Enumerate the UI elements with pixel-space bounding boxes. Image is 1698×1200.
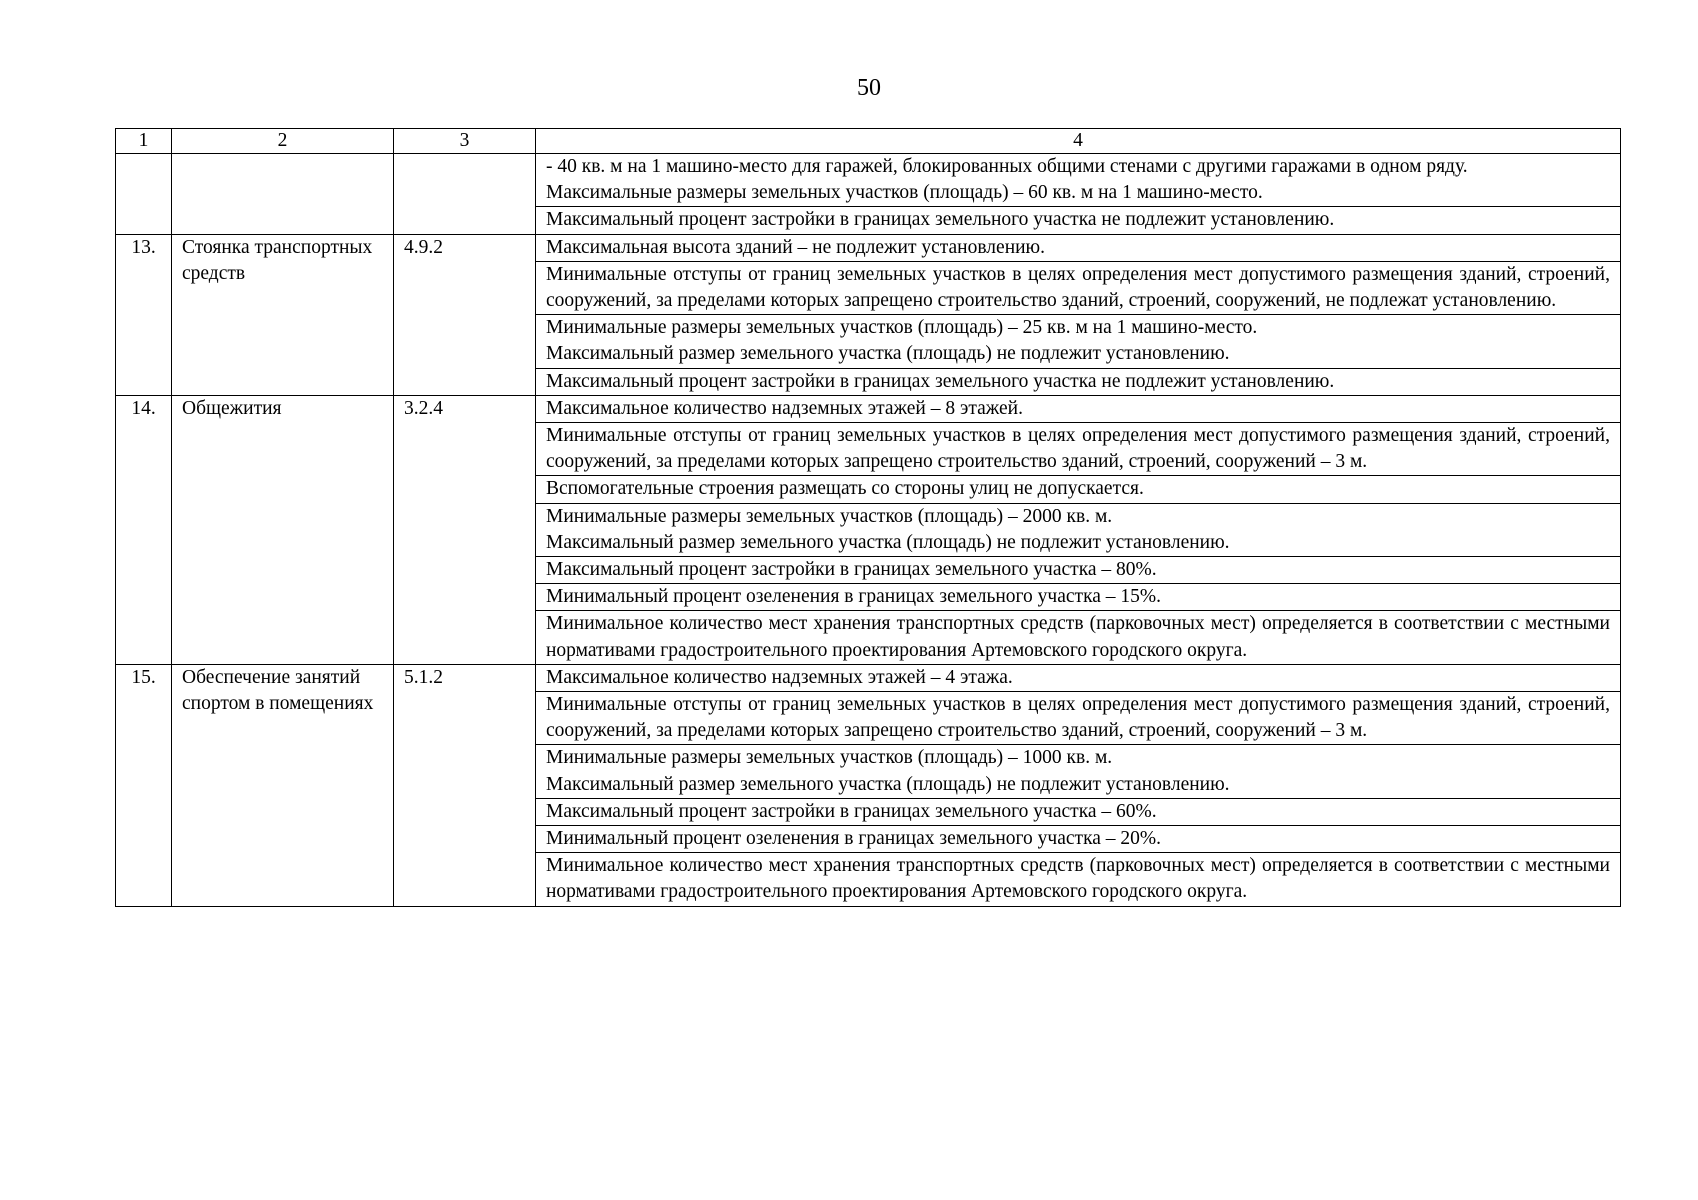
requirement-text: Максимальный процент застройки в границах земельного участка не подлежит установлению. — [546, 370, 1335, 392]
header-col-3: 3 — [394, 129, 536, 154]
header-col-1: 1 — [116, 129, 172, 154]
requirement-cell — [536, 664, 1621, 691]
num-cell — [116, 154, 172, 235]
requirement-text: - 40 кв. м на 1 машино-место для гаражей, блокированных общими стенами с другими гаражами в одном ряду. — [546, 156, 1468, 177]
table-row — [116, 154, 1621, 207]
row-number: 14. — [116, 395, 172, 664]
requirement-cell — [536, 261, 1621, 314]
requirement-cell — [536, 692, 1621, 745]
requirement-text: Минимальные отступы от границ земельных участков в целях определения мест допустимого размещения зданий, строений, сооружений, за пределами которых запрещено строительство зданий, строений, сооружений, не подлежат установлению. — [546, 263, 1610, 312]
requirement-cell — [536, 476, 1621, 503]
requirement-cell — [536, 234, 1621, 261]
use-type-code: 3.2.4 — [394, 395, 536, 664]
requirement-text: Максимальный размер земельного участка (площадь) не подлежит установлению. — [546, 773, 1230, 795]
use-type-name: Обеспечение занятий спортом в помещениях — [172, 664, 394, 906]
requirement-text: Максимальный размер земельного участка (площадь) не подлежит установлению. — [546, 531, 1230, 553]
header-col-2: 2 — [172, 129, 394, 154]
requirement-cell — [536, 154, 1621, 207]
requirement-text: Максимальная высота зданий – не подлежит установлению. — [546, 236, 1046, 258]
requirement-text: Минимальное количество мест хранения транспортных средств (парковочных мест) определяется в соответствии с местными нормативами градостроительного проектирования Артемовского городского округа. — [546, 855, 1610, 903]
code-cell — [394, 154, 536, 235]
requirement-text: Минимальный процент озеленения в границах земельного участка – 20%. — [546, 828, 1162, 850]
use-type-code: 5.1.2 — [394, 664, 536, 906]
requirement-text: Минимальные размеры земельных участков (площадь) – 2000 кв. м. — [546, 505, 1113, 527]
requirement-text: Максимальный процент застройки в границах земельного участка – 60%. — [546, 800, 1157, 822]
requirement-cell — [536, 368, 1621, 395]
requirement-text: Минимальный процент озеленения в границах земельного участка – 15%. — [546, 586, 1162, 608]
requirement-cell — [536, 315, 1621, 368]
row-number: 15. — [116, 664, 172, 906]
requirement-text: Максимальные размеры земельных участков (площадь) – 60 кв. м на 1 машино-место. — [546, 182, 1263, 204]
requirement-text: Максимальный процент застройки в границах земельного участка не подлежит установлению. — [546, 209, 1335, 231]
requirement-text: Вспомогательные строения размещать со стороны улиц не допускается. — [546, 478, 1144, 500]
requirement-cell — [536, 557, 1621, 584]
requirement-cell — [536, 611, 1621, 664]
requirement-cell — [536, 503, 1621, 556]
column-number-header-row — [116, 129, 1621, 154]
requirement-text: Минимальные размеры земельных участков (площадь) – 1000 кв. м. — [546, 747, 1113, 769]
requirement-text: Максимальное количество надземных этажей – 8 этажей. — [546, 397, 1023, 419]
use-type-name: Общежития — [172, 395, 394, 664]
requirement-cell — [536, 395, 1621, 422]
regulations-table — [115, 128, 1621, 907]
requirement-text: Максимальный размер земельного участка (площадь) не подлежит установлению. — [546, 343, 1230, 365]
row-number: 13. — [116, 234, 172, 395]
header-col-4: 4 — [536, 129, 1621, 154]
requirement-cell — [536, 745, 1621, 798]
requirement-cell — [536, 207, 1621, 234]
requirement-cell — [536, 584, 1621, 611]
table-row — [116, 395, 1621, 422]
table-body — [116, 129, 1621, 907]
requirement-text: Максимальный процент застройки в границах земельного участка – 80%. — [546, 559, 1157, 581]
requirement-cell — [536, 423, 1621, 476]
requirement-cell — [536, 798, 1621, 825]
name-cell — [172, 154, 394, 235]
use-type-name: Стоянка транспортных средств — [172, 234, 394, 395]
requirement-text: Минимальные отступы от границ земельных участков в целях определения мест допустимого размещения зданий, строений, сооружений, за пределами которых запрещено строительство зданий, строений, сооружений – 3 м. — [546, 425, 1610, 473]
requirement-cell — [536, 853, 1621, 906]
use-type-code: 4.9.2 — [394, 234, 536, 395]
page-number: 50 — [857, 75, 881, 101]
requirement-text: Минимальное количество мест хранения транспортных средств (парковочных мест) определяется в соответствии с местными нормативами градостроительного проектирования Артемовского городского округа. — [546, 613, 1610, 661]
requirement-cell — [536, 826, 1621, 853]
requirement-text: Минимальные размеры земельных участков (площадь) – 25 кв. м на 1 машино-место. — [546, 317, 1258, 339]
requirement-text: Максимальное количество надземных этажей – 4 этажа. — [546, 666, 1013, 688]
requirement-text: Минимальные отступы от границ земельных участков в целях определения мест допустимого размещения зданий, строений, сооружений, за пределами которых запрещено строительство зданий, строений, сооружений – 3 м. — [546, 694, 1610, 742]
table-row — [116, 234, 1621, 261]
table-row — [116, 664, 1621, 691]
